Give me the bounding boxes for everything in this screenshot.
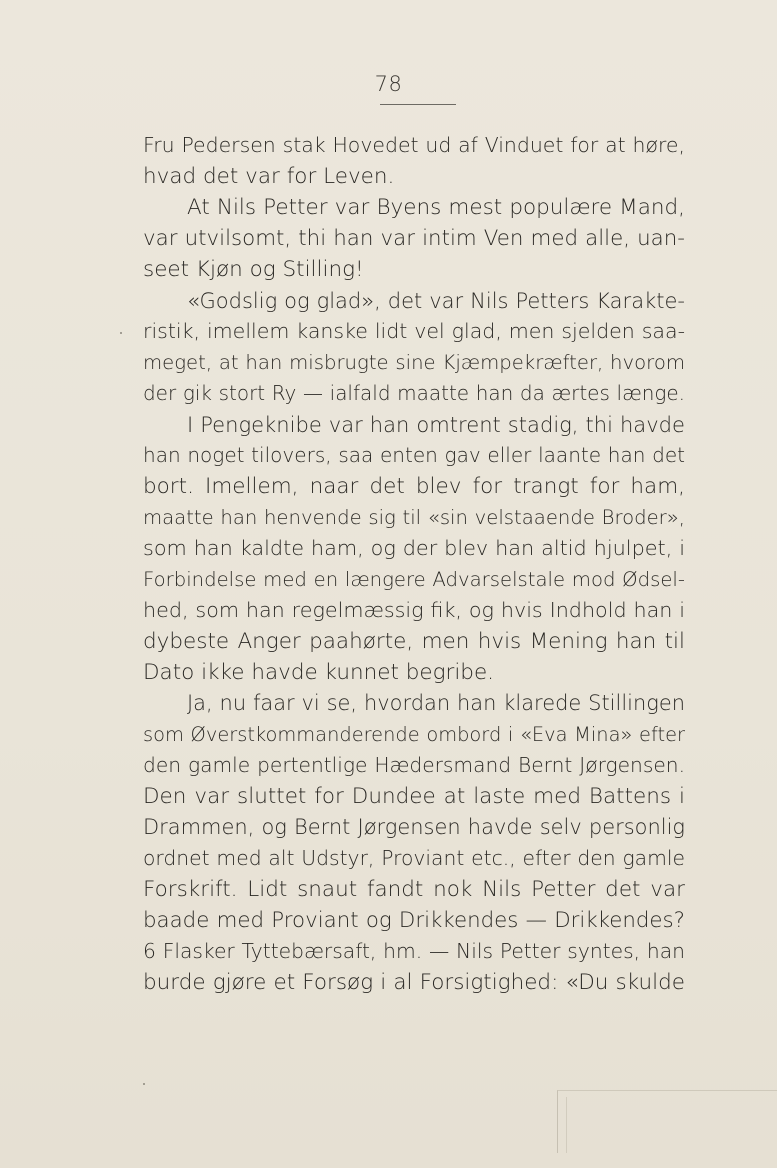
text-line: var utvilsomt, thi han var intim Ven med alle, uan- <box>143 226 685 251</box>
text-line: baade med Proviant og Drikkendes — Drikkendes? <box>143 908 685 933</box>
text-line: Forskrift. Lidt snaut fandt nok Nils Petter det var <box>143 877 685 902</box>
text-line: «Godslig og glad», det var Nils Petters Karakte- <box>187 288 685 313</box>
text-line: som Øverstkommanderende ombord i «Eva Mina» efter <box>143 723 685 746</box>
text-line: Dato ikke havde kunnet begribe. <box>143 660 495 685</box>
text-line: hed, som han regelmæssig fik, og hvis Indhold han i <box>143 598 685 622</box>
text-line: Forbindelse med en længere Advarselstale mod Ødsel- <box>143 568 685 591</box>
body-text <box>143 130 685 998</box>
text-line: maatte han henvende sig til «sin velstaaende Broder», <box>143 506 685 529</box>
page-number: 78 <box>374 72 403 96</box>
text-line: ordnet med alt Udstyr, Proviant etc., efter den gamle <box>143 846 685 870</box>
text-line: den gamle pertentlige Hædersmand Bernt Jørgensen. <box>143 753 685 777</box>
text-line: burde gjøre et Forsøg i al Forsigtighed: «Du skulde <box>143 970 685 995</box>
text-line: At Nils Petter var Byens mest populære Mand, <box>187 195 685 220</box>
text-line: hvad det var for Leven. <box>143 164 395 189</box>
text-line: I Pengeknibe var han omtrent stadig, thi havde <box>187 412 685 437</box>
margin-speck <box>120 332 122 334</box>
text-line: meget, at han misbrugte sine Kjæmpekræfter, hvorom <box>143 351 685 374</box>
text-line: 6 Flasker Tyttebærsaft, hm. — Nils Petter syntes, han <box>143 939 685 963</box>
text-line: bort. Imellem, naar det blev for trangt for ham, <box>143 474 685 499</box>
text-line: han noget tilovers, saa enten gav eller laante han det <box>143 443 685 467</box>
text-line: ristik, imellem kanske lidt vel glad, men sjelden saa- <box>143 319 685 343</box>
text-line: Ja, nu faar vi se, hvordan han klarede Stillingen <box>187 691 685 715</box>
text-line: som han kaldte ham, og der blev han altid hjulpet, i <box>143 536 685 560</box>
margin-speck <box>143 1083 145 1085</box>
text-line: Fru Pedersen stak Hovedet ud af Vinduet for at høre, <box>143 133 685 157</box>
text-line: seet Kjøn og Stilling! <box>143 257 364 282</box>
page-corner-mark-inner <box>566 1097 777 1153</box>
text-line: der gik stort Ry — ialfald maatte han da ærtes længe. <box>143 381 685 405</box>
text-line: Drammen, og Bernt Jørgensen havde selv personlig <box>143 815 685 839</box>
text-line: dybeste Anger paahørte, men hvis Mening han til <box>143 629 685 654</box>
text-line: Den var sluttet for Dundee at laste med Battens i <box>143 784 685 809</box>
page-number-rule <box>380 104 456 105</box>
